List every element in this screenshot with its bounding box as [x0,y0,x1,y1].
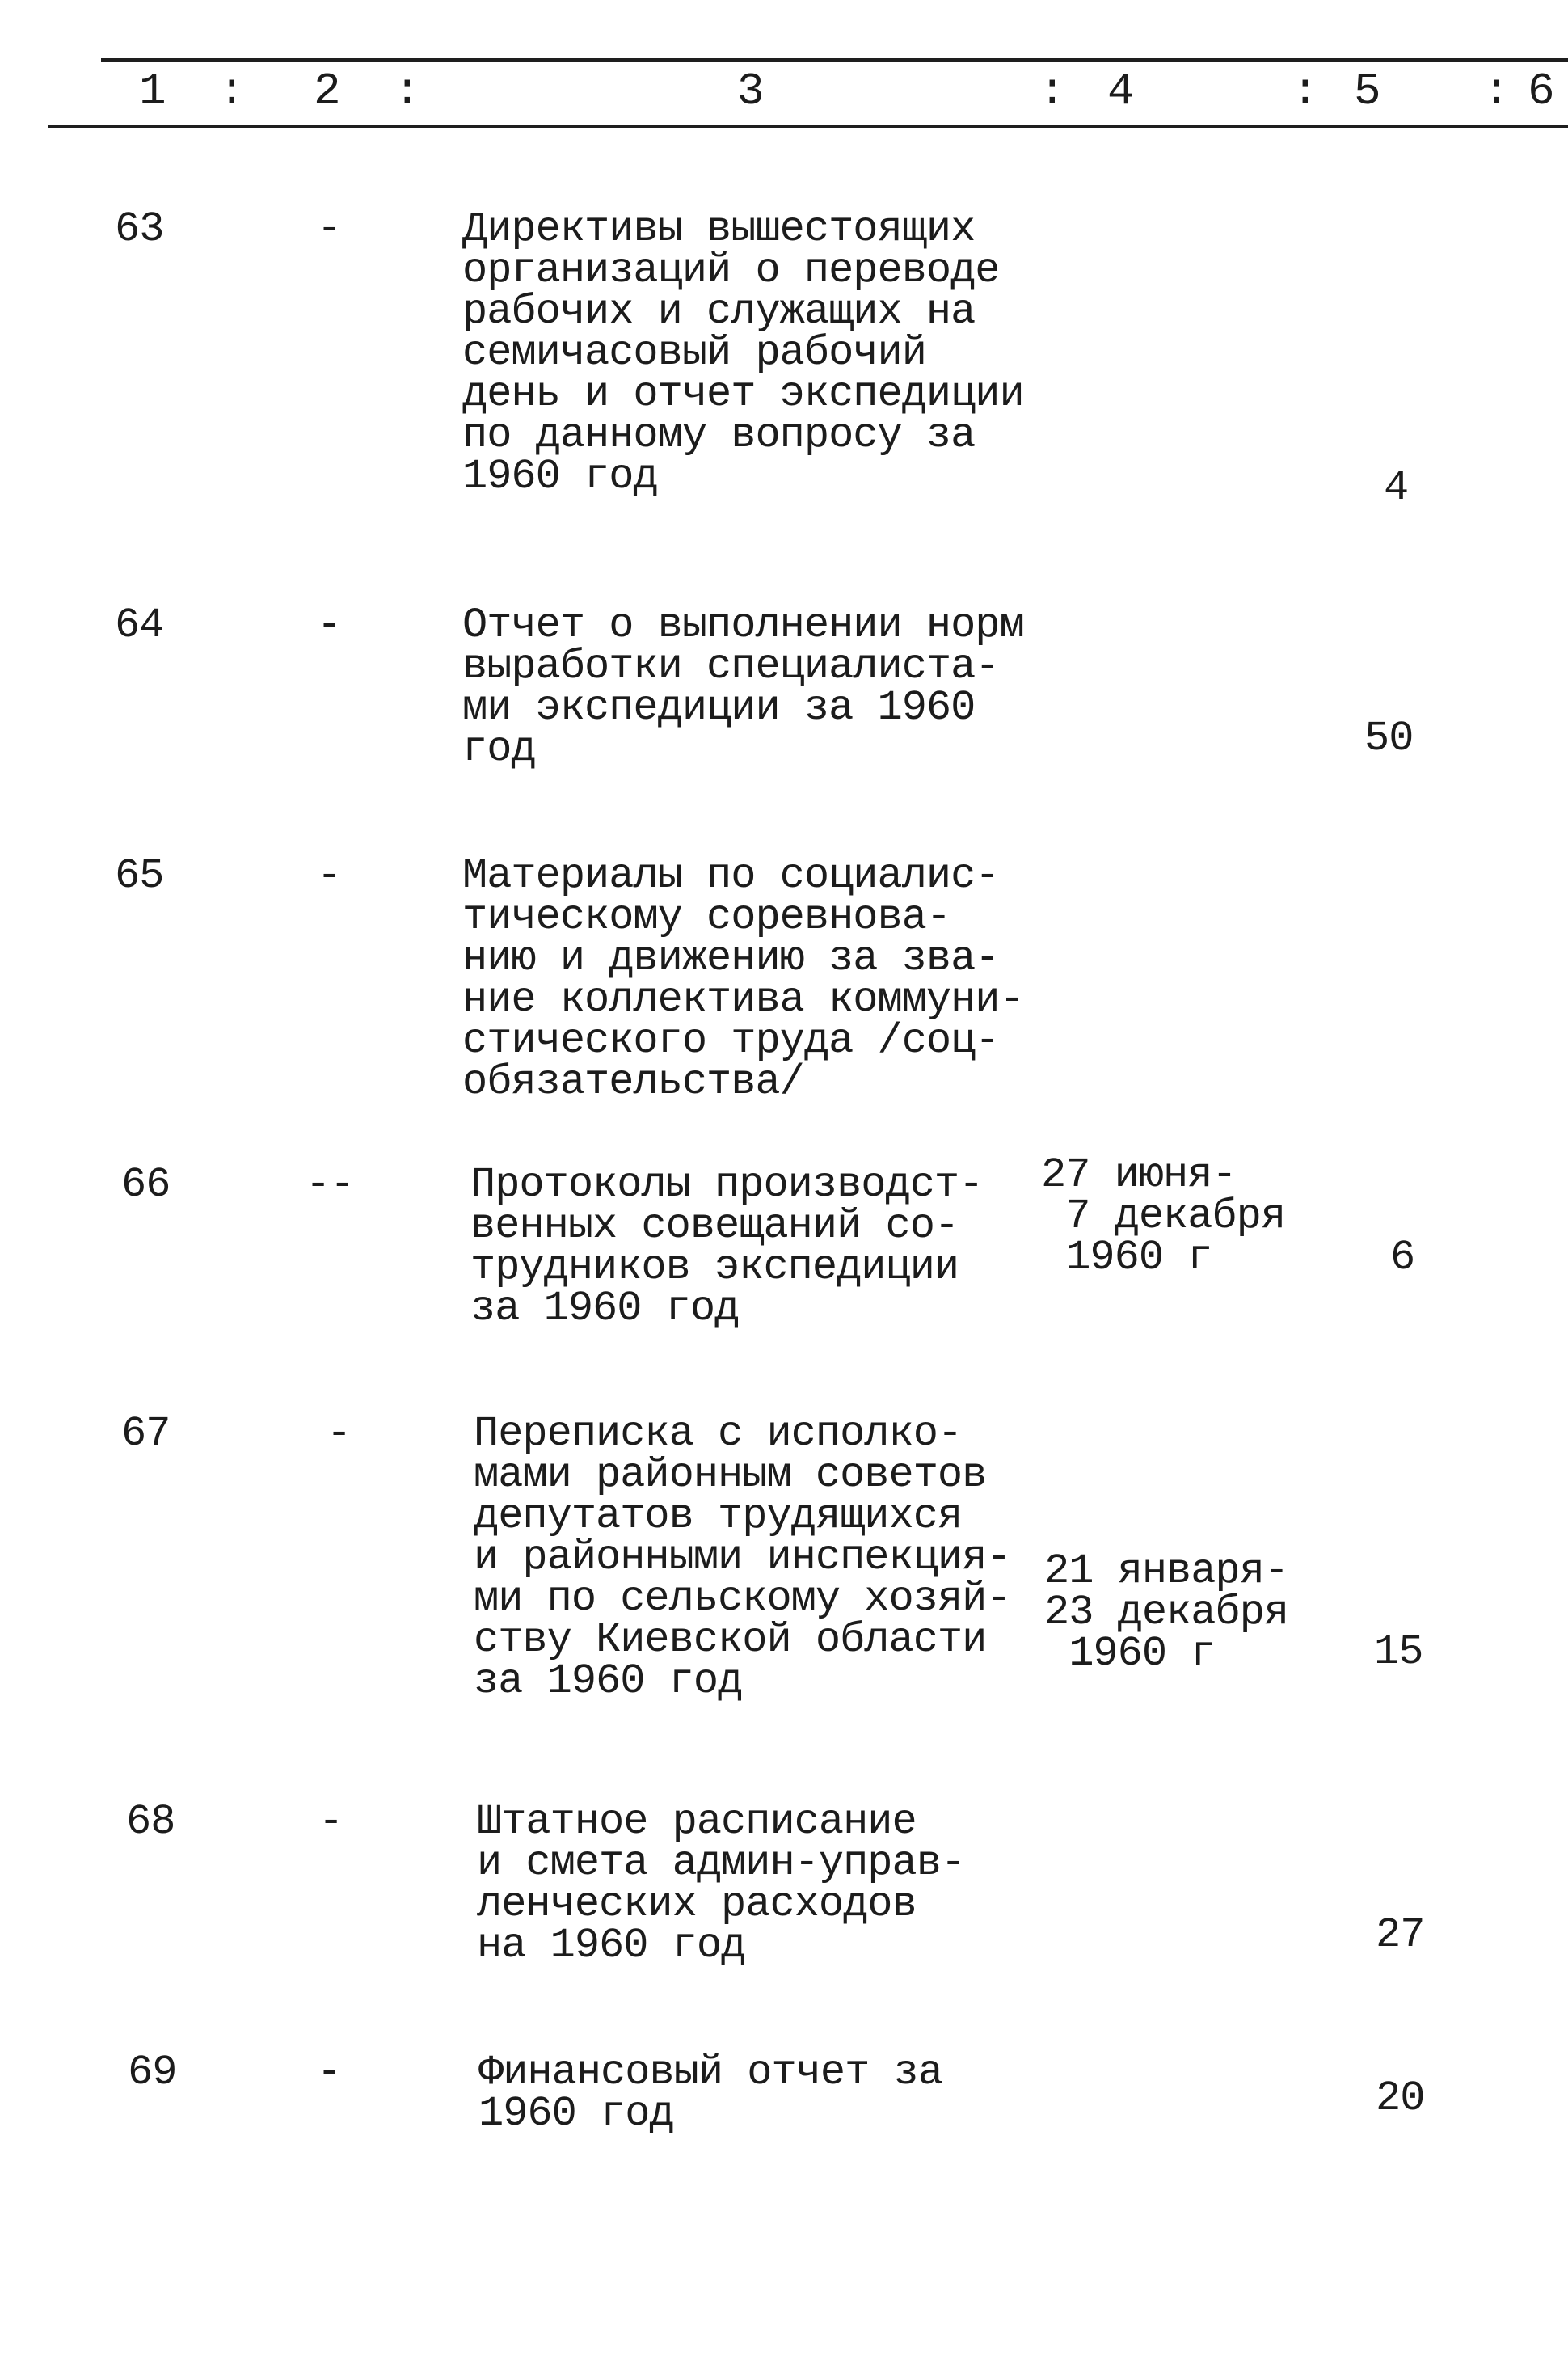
row-number: 65 [115,852,164,900]
header-separator: : [1292,65,1319,117]
row-number: 67 [121,1410,171,1458]
row-title: Директивы вышестоящих организаций о переводе рабочих и служащих на семичасовый рабочий день и отчет экспедиции по данному вопросу за 1960 год [462,205,1024,500]
header-separator: : [1039,65,1066,117]
row-number: 69 [128,2049,177,2096]
header-col-4: 4 [1107,65,1135,117]
header-separator: : [394,65,421,117]
row-sheets: 15 [1374,1628,1423,1676]
row-sheets: 27 [1376,1911,1425,1959]
row-dates: 21 января- 23 декабря 1960 г [1044,1547,1289,1678]
row-index: - [317,2049,342,2096]
header-col-5: 5 [1354,65,1381,117]
row-number: 66 [121,1161,171,1209]
row-index: -- [306,1161,355,1209]
row-number: 64 [115,601,164,649]
row-number: 63 [115,205,164,253]
row-title: Материалы по социалис- тическому соревнова- нию и движению за зва- ние коллектива коммуни- стического труда /соц- обязательства/ [462,852,1024,1106]
header-col-1: 1 [139,65,166,117]
row-title: Финансовый отчет за 1960 год [478,2049,942,2138]
row-sheets: 50 [1364,715,1414,762]
header-col-2: 2 [314,65,341,117]
row-sheets: 6 [1390,1234,1415,1281]
header-col-6: 6 [1528,65,1555,117]
header-separator: : [1483,65,1511,117]
row-title: Штатное расписание и смета админ-управ- ленческих расходов на 1960 год [477,1798,966,1969]
row-index: - [327,1410,352,1458]
row-index: - [317,601,342,649]
header-top-rule [101,58,1568,62]
row-index: - [317,852,342,900]
row-index: - [317,205,342,253]
row-number: 68 [126,1798,175,1846]
row-title: Переписка с исполко- мами районным советов депутатов трудящихся и районными инспекция- ми по сельскому хозяй- ству Киевской области за 1960 год [474,1410,1011,1705]
row-title: Отчет о выполнении норм выработки специалиста- ми экспедиции за 1960 год [462,601,1024,773]
header-separator: : [218,65,246,117]
row-dates: 27 июня- 7 декабря 1960 г [1041,1151,1286,1281]
row-sheets: 20 [1376,2074,1425,2122]
row-title: Протоколы производст- венных совещаний со- трудников экспедиции за 1960 год [470,1161,984,1332]
row-index: - [318,1798,344,1846]
header-bottom-rule [48,125,1568,128]
header-col-3: 3 [737,65,765,117]
row-sheets: 4 [1384,464,1409,512]
